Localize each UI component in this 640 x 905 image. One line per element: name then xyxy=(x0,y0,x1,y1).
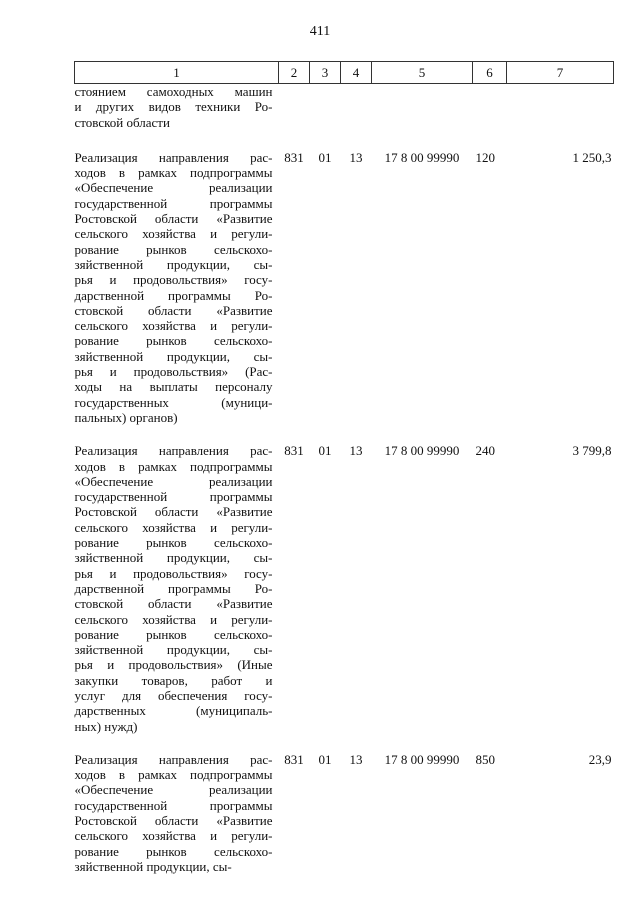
description-line: зяйственной продукции, сы- xyxy=(74,642,273,658)
column-header: 7 xyxy=(507,62,614,84)
column-header: 1 xyxy=(75,62,279,84)
description-line: «Обеспечение реализации xyxy=(74,782,273,798)
column-header: 3 xyxy=(310,62,341,84)
description-line: стовской области «Развитие xyxy=(74,302,273,318)
description-line: ходов в рамках подпрограммы xyxy=(74,458,273,474)
empty-cell xyxy=(341,84,372,150)
target-article-code: 17 8 00 99990 xyxy=(384,149,460,165)
empty-cell xyxy=(507,84,614,150)
amount: 23,9 xyxy=(588,751,612,767)
amount: 3 799,8 xyxy=(572,443,612,459)
ministry-code: 831 xyxy=(284,443,304,459)
target-article-code: 17 8 00 99990 xyxy=(384,443,460,459)
row-description xyxy=(75,752,279,892)
description-line: дарственных (муниципаль- xyxy=(74,703,273,719)
description-line: рья и продовольствия» госу- xyxy=(74,272,273,288)
description-line: Ростовской области «Развитие xyxy=(74,504,273,520)
description-line: зяйственной продукции, сы- xyxy=(74,858,232,874)
description-line: стоянием самоходных машин xyxy=(74,84,273,99)
header-row xyxy=(75,62,614,84)
description-line: ходы на выплаты персоналу xyxy=(74,379,273,395)
description-line: государственной программы xyxy=(74,195,273,211)
table-row xyxy=(75,752,614,892)
description-line: и других видов техники Ро- xyxy=(74,99,273,115)
description-line: государственной программы xyxy=(74,797,273,813)
description-line: рование рынков сельскохо- xyxy=(74,626,273,642)
empty-cell xyxy=(310,84,341,150)
description-line: Ростовской области «Развитие xyxy=(74,211,273,227)
table-body xyxy=(75,84,614,893)
description-line: пальных) органов) xyxy=(74,409,178,425)
description-line: сельского хозяйства и регули- xyxy=(74,611,273,627)
section-code: 01 xyxy=(318,149,332,165)
row-description xyxy=(75,84,279,150)
description-line: «Обеспечение реализации xyxy=(74,473,273,489)
empty-cell xyxy=(473,84,507,150)
description-line: сельского хозяйства и регули- xyxy=(74,226,273,242)
description-line: рование рынков сельскохо- xyxy=(74,535,273,551)
column-header: 4 xyxy=(341,62,372,84)
empty-cell xyxy=(372,84,473,150)
target-article-code: 17 8 00 99990 xyxy=(384,751,460,767)
description-line: рья и продовольствия» (Рас- xyxy=(74,364,273,380)
table-row xyxy=(75,150,614,443)
section-code: 01 xyxy=(318,751,332,767)
description-line: Реализация направления рас- xyxy=(74,443,273,459)
description-line: дарственной программы Ро- xyxy=(74,287,273,303)
description-line: рование рынков сельскохо- xyxy=(74,241,273,257)
description-line: рья и продовольствия» госу- xyxy=(74,565,273,581)
description-line: ходов в рамках подпрограммы xyxy=(74,165,273,181)
expense-type-code: 850 xyxy=(475,751,495,767)
ministry-code: 831 xyxy=(284,751,304,767)
subsection-code: 13 xyxy=(349,443,363,459)
description-line: Ростовской области «Развитие xyxy=(74,813,273,829)
description-line: рование рынков сельскохо- xyxy=(74,333,273,349)
description-line: сельского хозяйства и регули- xyxy=(74,519,273,535)
column-header: 2 xyxy=(279,62,310,84)
ministry-code: 831 xyxy=(284,149,304,165)
table-row xyxy=(75,84,614,150)
row-description xyxy=(75,443,279,752)
expense-type-code: 120 xyxy=(475,149,495,165)
subsection-code: 13 xyxy=(349,149,363,165)
description-line: «Обеспечение реализации xyxy=(74,180,273,196)
description-line: сельского хозяйства и регули- xyxy=(74,318,273,334)
description-line: закупки товаров, работ и xyxy=(74,672,273,688)
expense-type-code: 240 xyxy=(475,443,495,459)
description-line: дарственной программы Ро- xyxy=(74,580,273,596)
page-number: 411 xyxy=(309,24,331,39)
empty-cell xyxy=(279,84,310,150)
description-line: государственных (муници- xyxy=(74,394,273,410)
column-header: 5 xyxy=(372,62,473,84)
description-line: государственной программы xyxy=(74,489,273,505)
section-code: 01 xyxy=(318,443,332,459)
column-header: 6 xyxy=(473,62,507,84)
amount: 1 250,3 xyxy=(572,149,612,165)
description-line: стовской области xyxy=(74,114,170,130)
description-line: зяйственной продукции, сы- xyxy=(74,550,273,566)
subsection-code: 13 xyxy=(349,751,363,767)
description-line: зяйственной продукции, сы- xyxy=(74,348,273,364)
description-line: рья и продовольствия» (Иные xyxy=(74,657,273,673)
table-row xyxy=(75,443,614,752)
budget-table xyxy=(74,61,614,892)
description-line: ных) нужд) xyxy=(74,718,138,734)
description-line: рование рынков сельскохо- xyxy=(74,843,273,859)
description-line: Реализация направления рас- xyxy=(74,751,273,767)
description-line: стовской области «Развитие xyxy=(74,596,273,612)
row-description xyxy=(75,150,279,443)
description-line: сельского хозяйства и регули- xyxy=(74,828,273,844)
description-line: зяйственной продукции, сы- xyxy=(74,256,273,272)
description-line: ходов в рамках подпрограммы xyxy=(74,767,273,783)
description-line: Реализация направления рас- xyxy=(74,149,273,165)
description-line: услуг для обеспечения госу- xyxy=(74,687,273,703)
